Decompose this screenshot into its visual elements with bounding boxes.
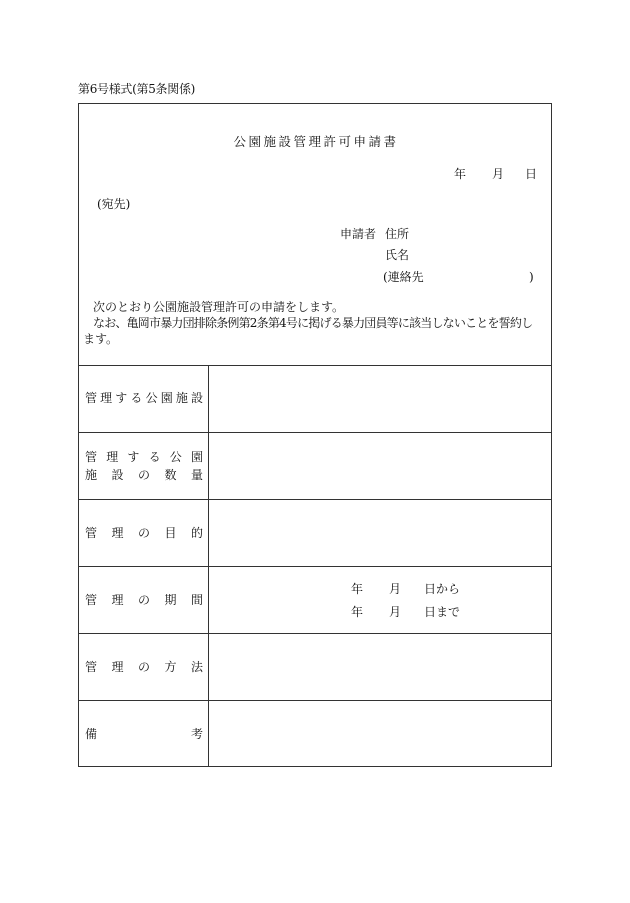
row-label-period: 管 理 の 期 間 (85, 593, 203, 607)
application-form (78, 103, 552, 767)
date-year: 年 (454, 167, 467, 181)
purpose-field[interactable] (209, 500, 551, 566)
row-label-purpose: 管 理 の 目 的 (85, 526, 203, 540)
contact-label: (連絡先 (383, 270, 424, 284)
period-to-year: 年 (351, 605, 364, 619)
contact-close: ) (529, 270, 534, 284)
method-field[interactable] (209, 634, 551, 700)
form-number: 第6号様式(第5条関係) (78, 82, 196, 96)
row-divider (79, 566, 551, 567)
addressee: (宛先) (97, 197, 131, 211)
name-label: 氏名 (385, 248, 410, 262)
declaration-line3: ます。 (83, 332, 119, 346)
period-from-day: 日から (424, 582, 461, 596)
row-label-method: 管 理 の 方 法 (85, 660, 203, 674)
row-label-managed-facility: 管 理 す る 公 園 施 設 (85, 391, 203, 405)
date-day: 日 (525, 167, 538, 181)
date-month: 月 (492, 167, 505, 181)
facility-quantity-field[interactable] (209, 433, 551, 499)
managed-facility-field[interactable] (209, 366, 551, 432)
period-from-month: 月 (389, 582, 402, 596)
declaration-line1: 次のとおり公園施設管理許可の申請をします。 (93, 300, 345, 314)
period-from-year: 年 (351, 582, 364, 596)
row-label-facility-quantity: 管 理 す る 公 園 施 設 の 数 量 (85, 450, 203, 482)
period-to-month: 月 (389, 605, 402, 619)
period-to-day: 日まで (424, 605, 461, 619)
address-label: 住所 (385, 227, 410, 241)
remarks-field[interactable] (209, 701, 551, 766)
document-title: 公園施設管理許可申請書 (233, 134, 399, 149)
declaration-line2: なお、亀岡市暴力団排除条例第2条第4号に掲げる暴力団員等に該当しないことを誓約し (93, 316, 533, 330)
row-label-remarks: 備 考 (85, 727, 203, 741)
applicant-label: 申請者 (340, 227, 377, 241)
